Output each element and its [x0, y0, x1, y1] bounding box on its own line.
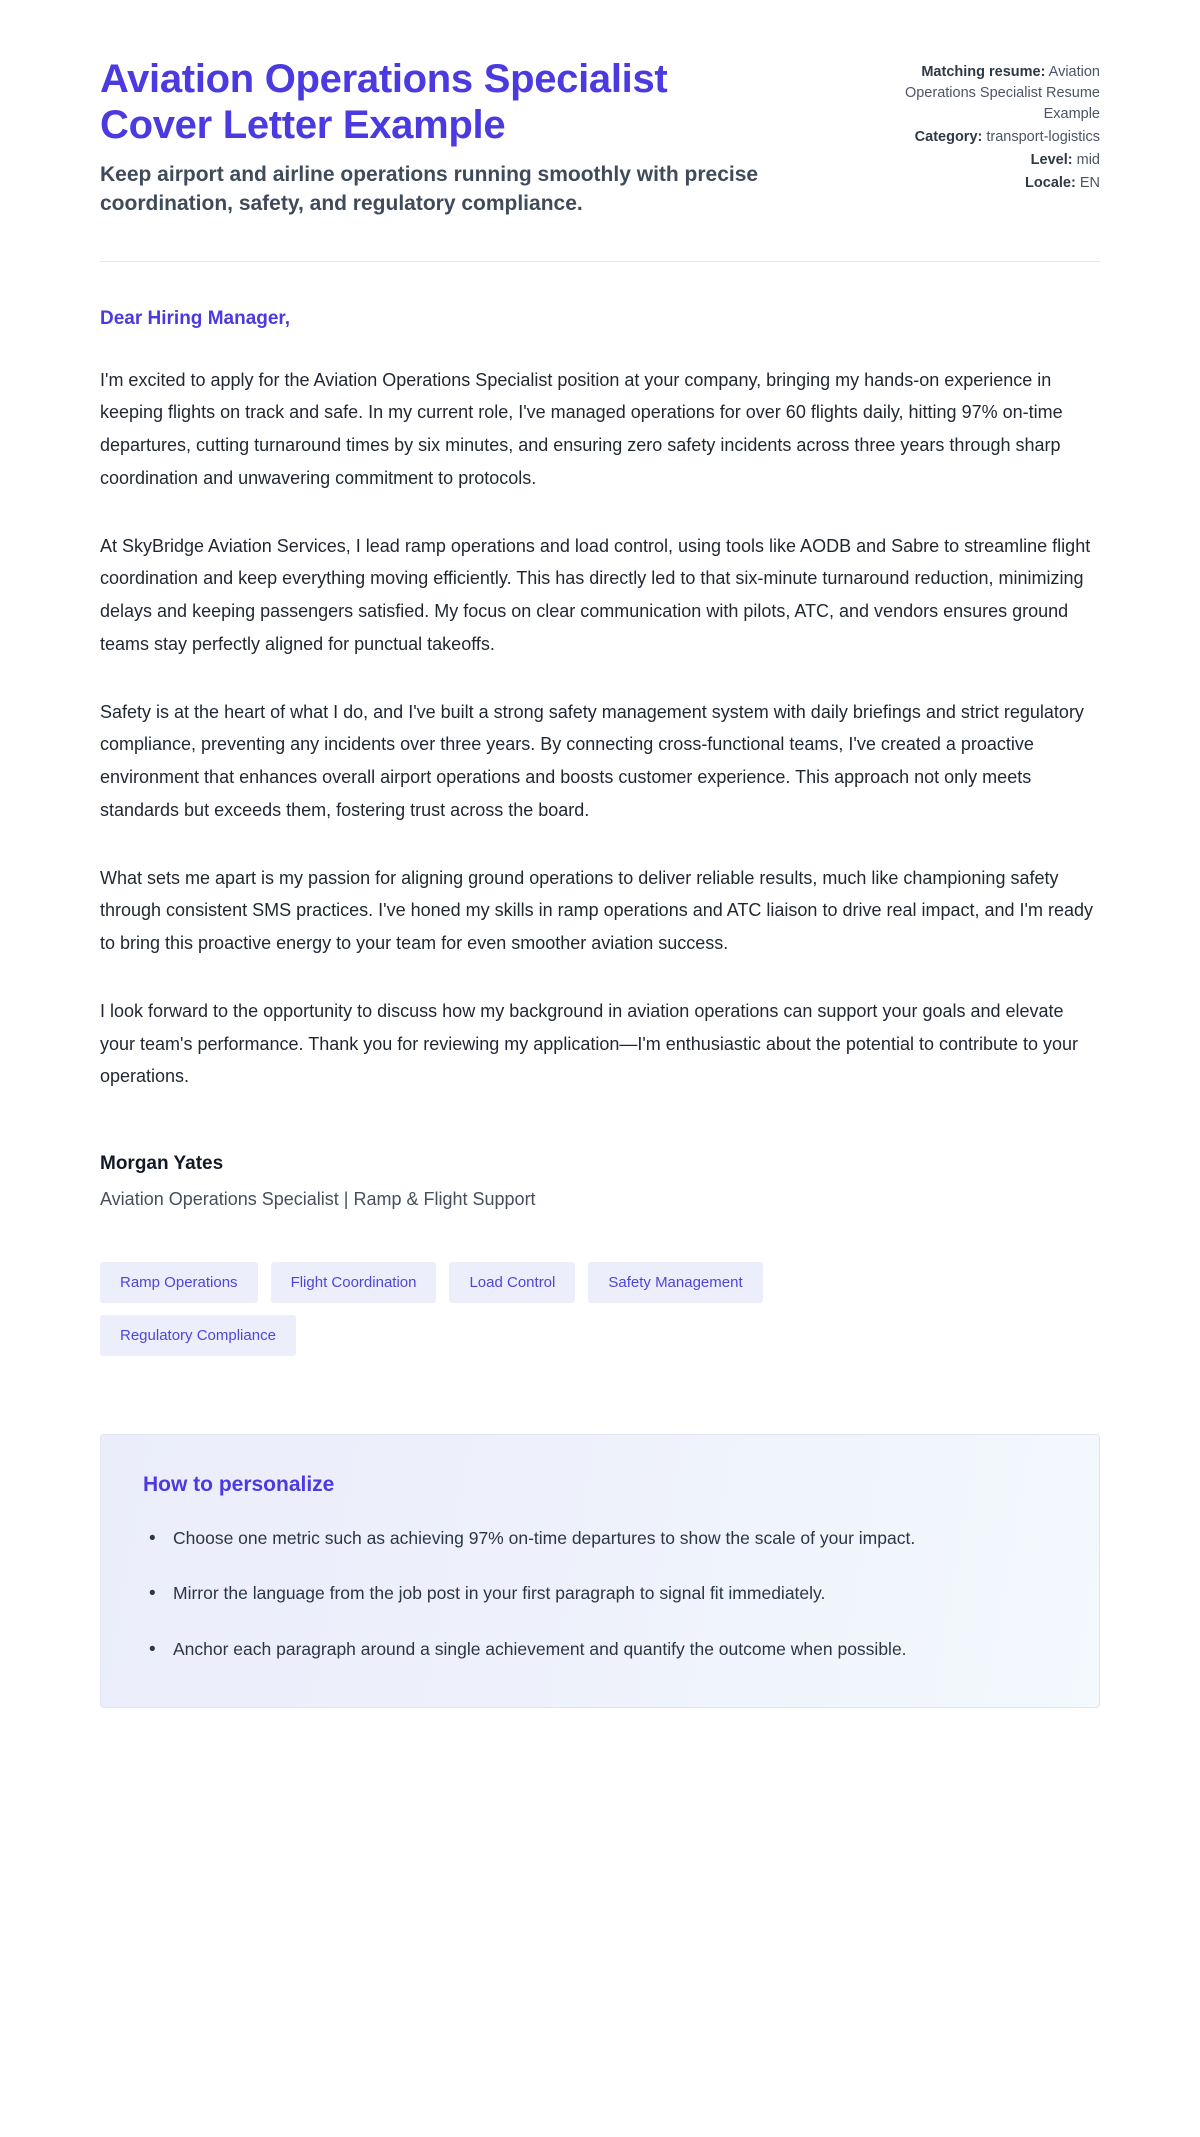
- meta-row-matching-resume: [850, 62, 1100, 125]
- meta-value-level: mid: [1076, 152, 1100, 169]
- meta-row-category: [850, 127, 1100, 148]
- page-subtitle: Keep airport and airline operations running smoothly with precise coordination, safety, and regulatory compliance.: [100, 162, 759, 215]
- header-text-block: [100, 56, 790, 219]
- how-to-personalize-callout: [100, 1434, 1100, 1707]
- skill-tag[interactable]: Safety Management: [588, 1262, 762, 1303]
- meta-label-level: Level:: [1030, 152, 1073, 169]
- cover-letter-body: [100, 262, 1100, 1094]
- letter-paragraph: Safety is at the heart of what I do, and I've built a strong safety management system with daily briefings and strict regulatory compliance, preventing any incidents over three years. By connecting cross-functional teams, I've created a proactive environment that enhances overall airport operations and boosts customer experience. This approach not only meets standards but exceeds them, fostering trust across the board.: [100, 701, 1084, 820]
- page-header: [100, 56, 1100, 219]
- meta-label-matching-resume: Matching resume:: [921, 64, 1046, 80]
- letter-paragraph: I'm excited to apply for the Aviation Operations Specialist position at your company, bringing my hands-on experience in keeping flights on track and safe. In my current role, I've managed operations for over 60 flights daily, hitting 97% on-time departures, cutting turnaround times by six minutes, and ensuring zero safety incidents across three years through sharp coordination and unwavering commitment to protocols.: [100, 369, 1063, 488]
- letter-paragraph: What sets me apart is my passion for aligning ground operations to deliver reliable results, much like championing safety through consistent SMS practices. I've honed my skills in ramp operations and ATC liaison to drive real impact, and I'm ready to bring this proactive energy to your team for even smoother aviation success.: [100, 867, 1093, 954]
- page-title: Aviation Operations Specialist Cover Letter Example: [100, 57, 668, 148]
- skill-tag[interactable]: Ramp Operations: [100, 1262, 258, 1303]
- meta-label-locale: Locale:: [1025, 175, 1076, 192]
- callout-tip-item: • Mirror the language from the job post in your first paragraph to signal fit immediately.: [143, 1578, 1057, 1609]
- meta-value-category: transport-logistics: [986, 129, 1100, 146]
- skill-tag[interactable]: Regulatory Compliance: [100, 1315, 296, 1356]
- callout-tip-item: • Choose one metric such as achieving 97% on-time departures to show the scale of your impact.: [143, 1523, 1057, 1554]
- signature-role: Aviation Operations Specialist | Ramp & Flight Support: [100, 1189, 536, 1210]
- callout-title: How to personalize: [143, 1473, 335, 1497]
- skill-tag-list: [100, 1262, 860, 1356]
- callout-tip-list: [143, 1523, 1057, 1664]
- meta-row-locale: [850, 173, 1100, 194]
- signature-block: [100, 1153, 1100, 1210]
- letter-paragraph: I look forward to the opportunity to discuss how my background in aviation operations can support your goals and elevate your team's performance. Thank you for reviewing my application—I'm enthusiastic about the potential to contribute to your operations.: [100, 1000, 1079, 1087]
- callout-tip-item: • Anchor each paragraph around a single achievement and quantify the outcome when possible.: [143, 1634, 1057, 1665]
- meta-label-category: Category:: [914, 129, 983, 146]
- meta-value-matching-resume: Aviation Operations Specialist Resume Example: [904, 64, 1100, 123]
- meta-value-locale: EN: [1079, 175, 1100, 192]
- skill-tag[interactable]: Flight Coordination: [271, 1262, 437, 1303]
- letter-paragraph: At SkyBridge Aviation Services, I lead ramp operations and load control, using tools like AODB and Sabre to streamline flight coordination and keep everything moving efficiently. This has directly led to that six-minute turnaround reduction, minimizing delays and keeping passengers satisfied. My focus on clear communication with pilots, ATC, and vendors ensures ground teams stay perfectly aligned for punctual takeoffs.: [100, 535, 1091, 654]
- signature-name: Morgan Yates: [100, 1153, 224, 1175]
- letter-salutation: Dear Hiring Manager,: [100, 307, 291, 329]
- document-metadata: [850, 56, 1100, 196]
- skill-tag[interactable]: Load Control: [449, 1262, 575, 1303]
- meta-row-level: [850, 150, 1100, 171]
